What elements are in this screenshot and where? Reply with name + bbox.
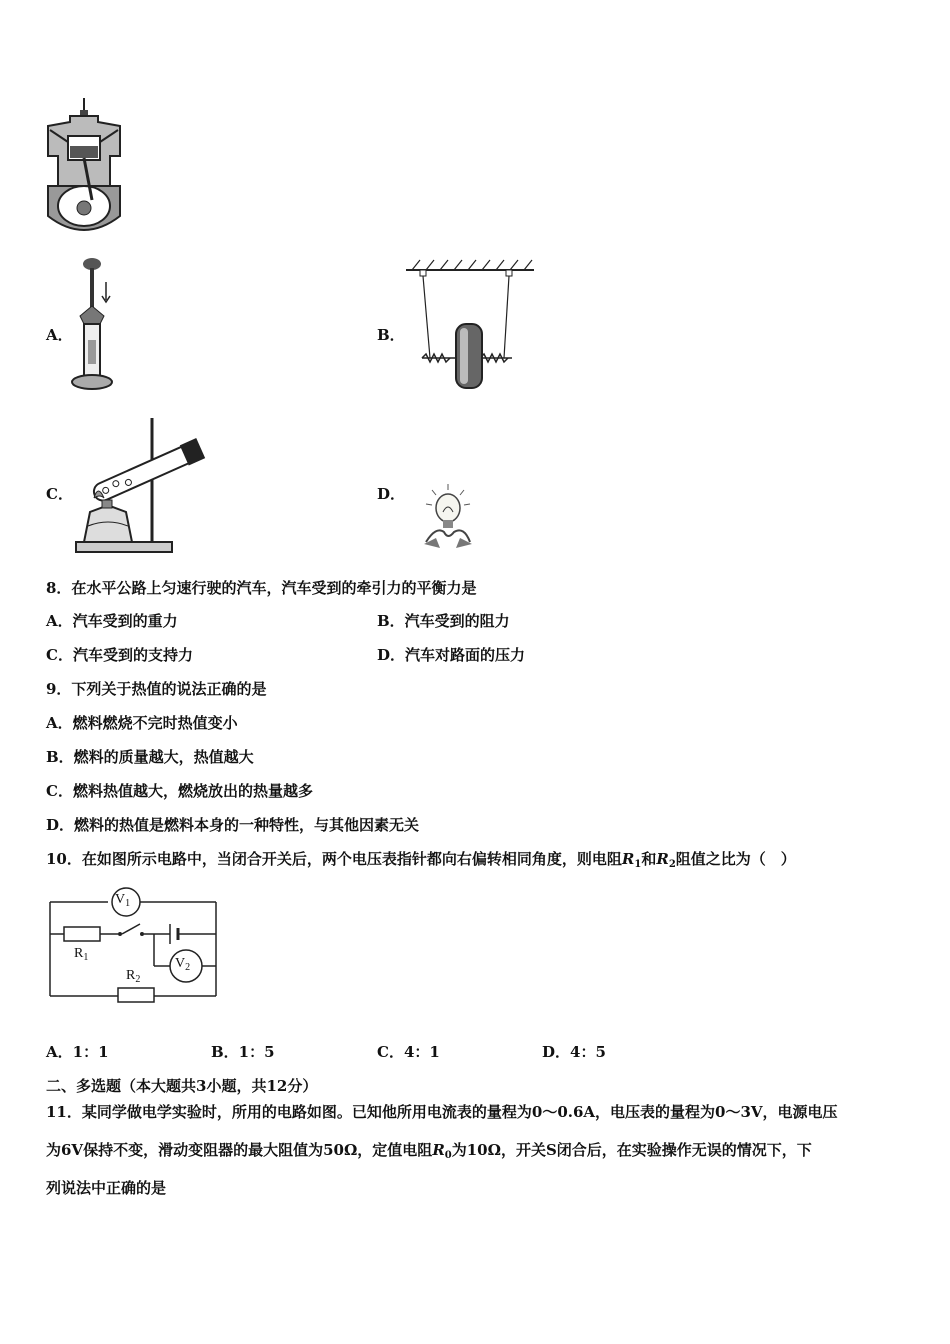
option-a-label: A． xyxy=(46,326,73,344)
section2-heading: 二、多选题（本大题共3小题，共12分） xyxy=(46,1077,318,1095)
q8-option-a: A．汽车受到的重力 xyxy=(46,612,178,630)
q10-stem xyxy=(46,849,796,875)
q8-option-d: D．汽车对路面的压力 xyxy=(377,646,526,664)
circuit-r1-label: $R_1$ xyxy=(74,946,89,963)
circuit-r2-label: $R_2$ xyxy=(126,968,141,985)
q9-option-d: D．燃料的热值是燃料本身的一种特性，与其他因素无关 xyxy=(46,816,420,834)
test-tube-heating-figure xyxy=(70,414,220,556)
q10-r1-sub: 1 xyxy=(634,859,642,870)
circuit-v1-label: $V_1$ xyxy=(115,892,131,909)
q9-option-a: A．燃料燃烧不完时热值变小 xyxy=(46,714,238,732)
q10-option-d: D．4：5 xyxy=(542,1043,606,1061)
option-d-label: D． xyxy=(377,485,406,503)
q11-line1: 11．某同学做电学实验时，所用的电路如图。已知他所用电流表的量程为0～0.6A，电压表的量程为0～3V，电源电压 xyxy=(46,1103,838,1121)
fire-syringe-figure xyxy=(66,256,126,396)
q11-line2: 为6V保持不变，滑动变阻器的最大阻值为50Ω，定值电阻$R_0$为10Ω，开关S闭合后，在实验操作无误的情况下，下 xyxy=(46,1141,812,1161)
option-b-label: B． xyxy=(377,326,405,344)
q10-stem-part2: 阻值之比为（ ） xyxy=(675,850,796,868)
q8-option-c: C．汽车受到的支持力 xyxy=(46,646,193,664)
engine-cylinder-figure xyxy=(40,96,130,236)
q9-option-c: C．燃料热值越大，燃烧放出的热量越多 xyxy=(46,782,313,800)
q10-circuit-diagram xyxy=(44,880,224,1006)
q8-stem: 8．在水平公路上匀速行驶的汽车，汽车受到的牵引力的平衡力是 xyxy=(46,579,477,597)
q10-and: 和 xyxy=(641,850,657,868)
q8-option-b: B．汽车受到的阻力 xyxy=(377,612,510,630)
light-bulb-figure xyxy=(420,482,476,552)
hanging-wheel-figure xyxy=(400,258,540,388)
q10-r2: R xyxy=(656,850,669,868)
q10-option-a: A．1：1 xyxy=(46,1043,109,1061)
q10-r1: R xyxy=(621,850,635,868)
q11-line3: 列说法中正确的是 xyxy=(46,1179,167,1197)
q10-option-b: B．1：5 xyxy=(211,1043,275,1061)
q9-option-b: B．燃料的质量越大，热值越大 xyxy=(46,748,254,766)
q9-stem: 9．下列关于热值的说法正确的是 xyxy=(46,680,267,698)
circuit-v2-label: $V_2$ xyxy=(175,956,191,973)
q10-option-c: C．4：1 xyxy=(377,1043,440,1061)
option-c-label: C． xyxy=(46,485,73,503)
q10-r2-sub: 2 xyxy=(668,859,676,870)
q10-stem-part1: 10．在如图所示电路中，当闭合开关后，两个电压表指针都向右偏转相同角度，则电阻 xyxy=(46,850,622,868)
